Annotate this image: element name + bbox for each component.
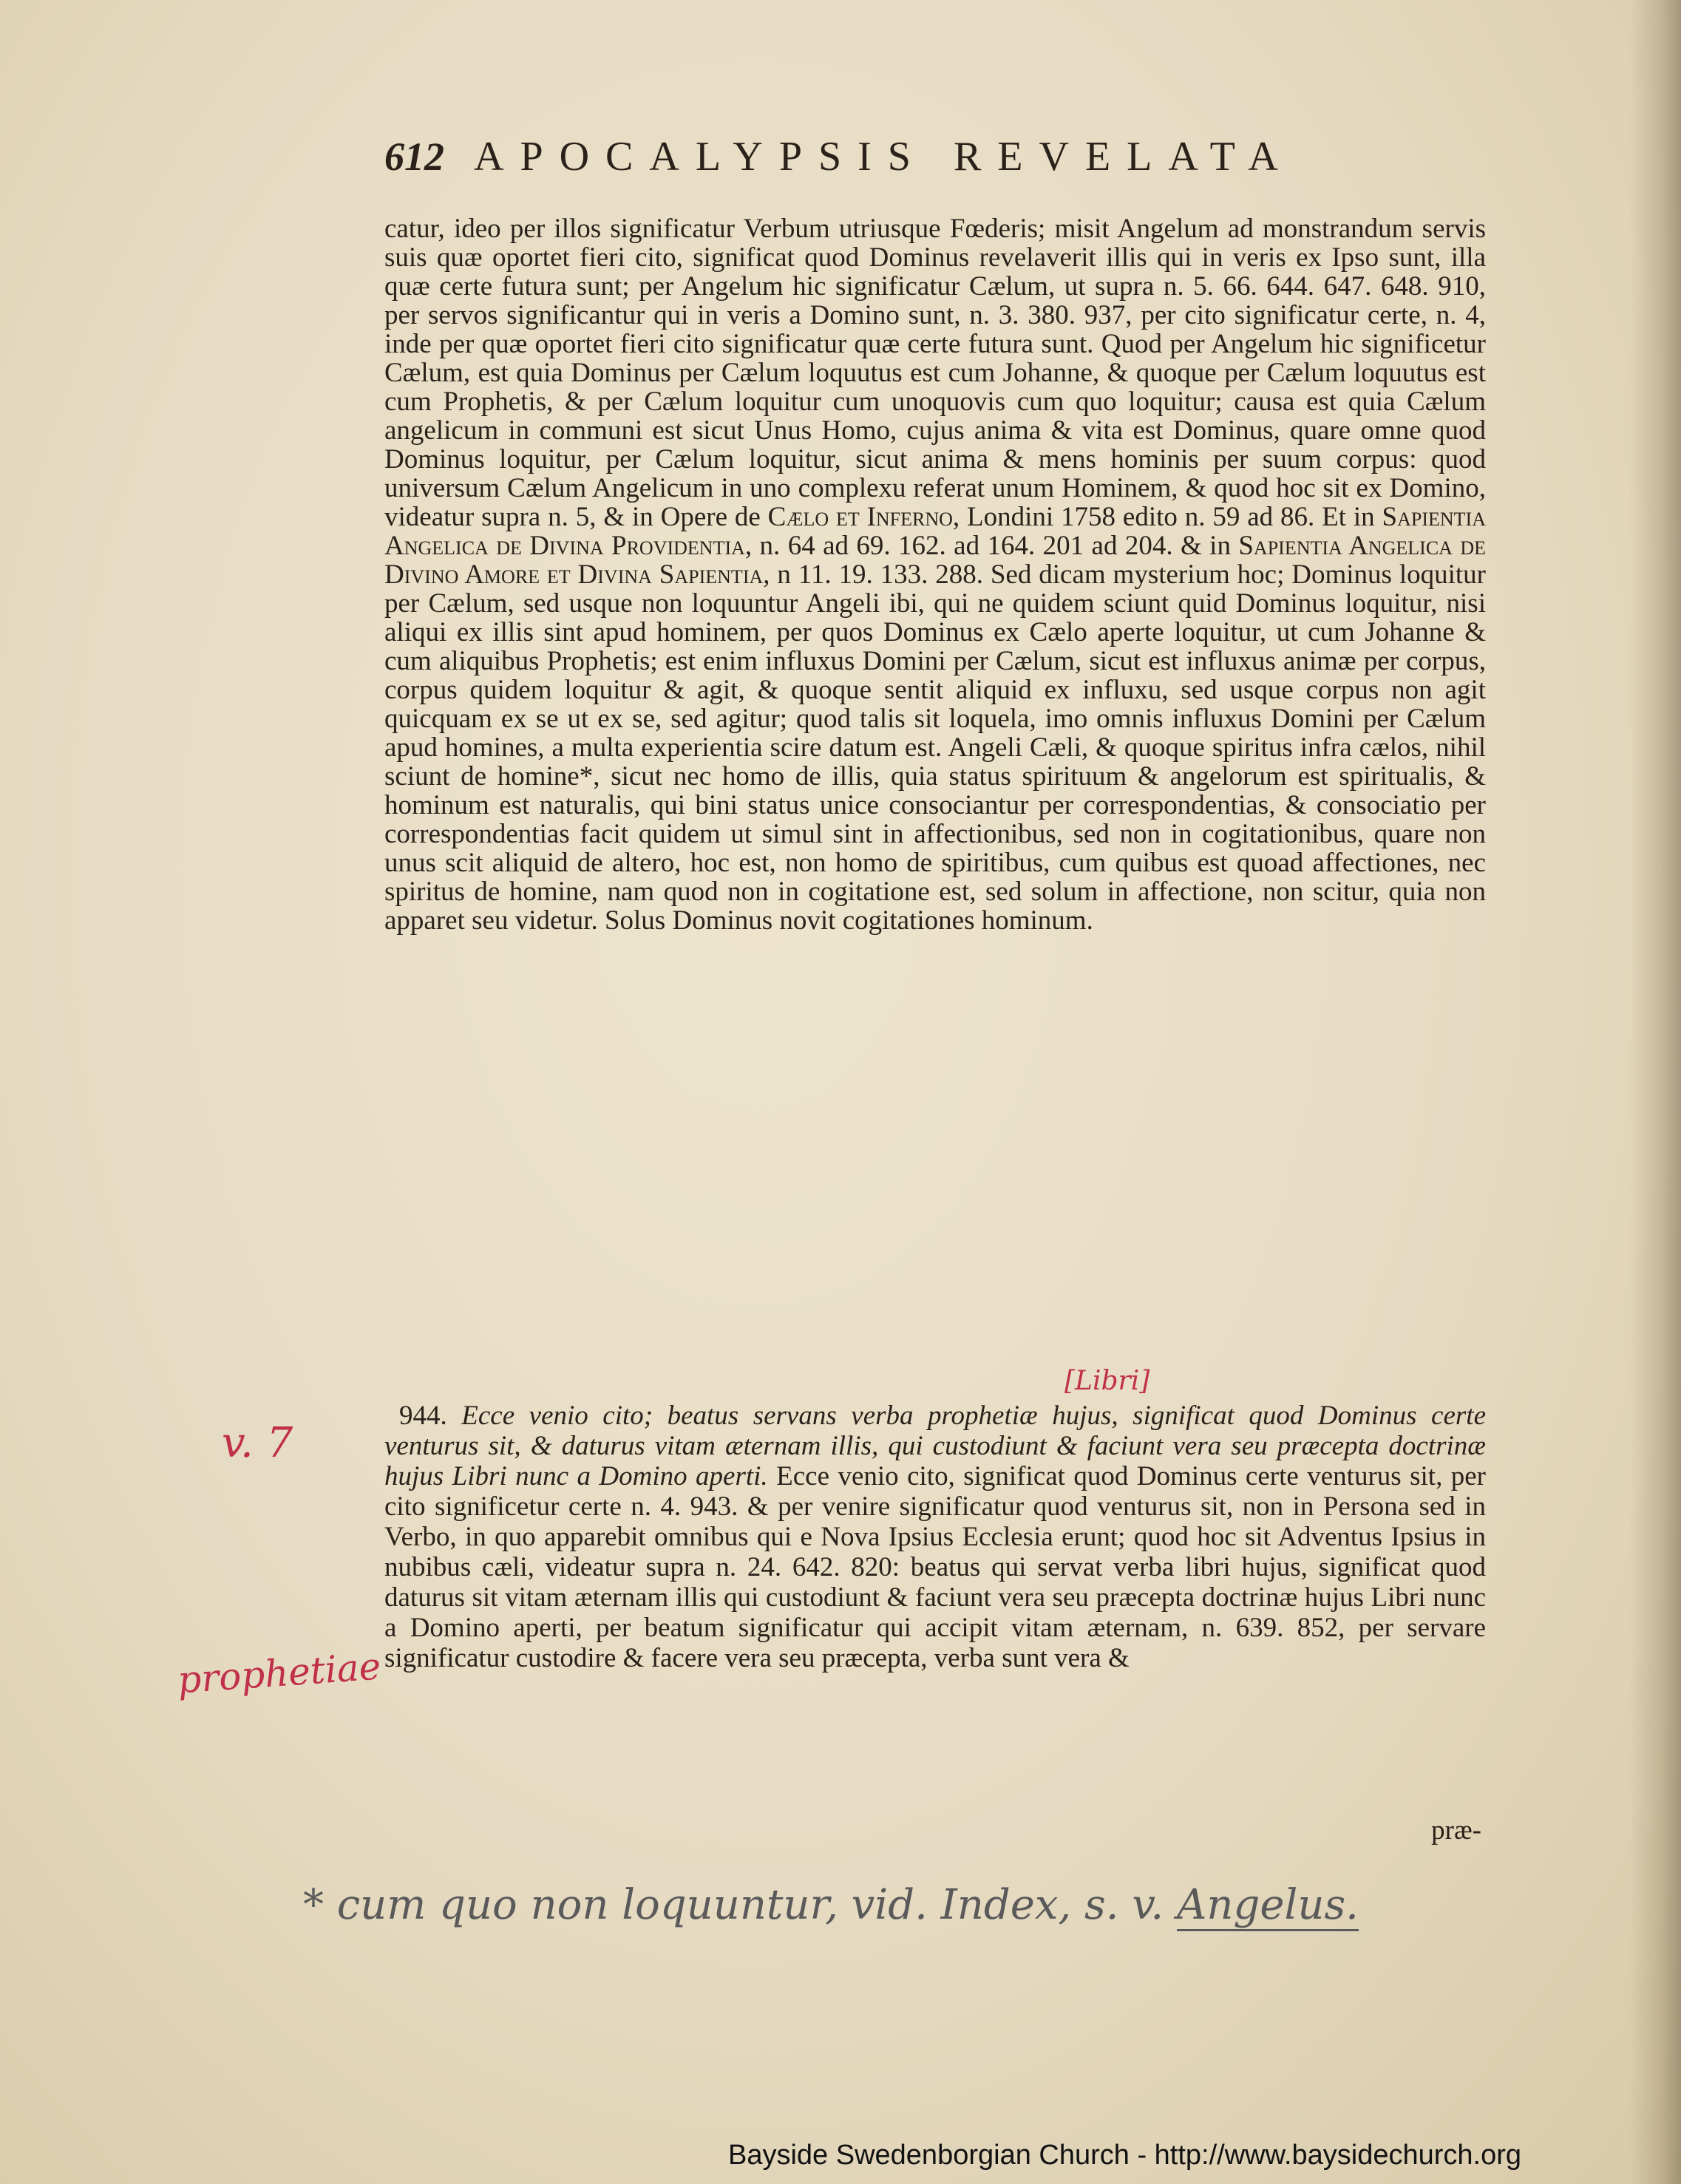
small-caps-title: Sapientia Angelica de Divina Providentia [384, 502, 1486, 561]
pencil-footnote-text: * cum quo non loquuntur, vid. Index, s. v. [303, 1881, 1177, 1929]
page-number: 612 [384, 135, 444, 179]
text-segment: , n 11. 19. 133. 288. Sed dicam mysterium hoc; Dominus loquitur per Cælum, sed usque non loquuntur Angeli ibi, qui ne quidem sciunt quid Dominus loquitur, nisi aliqui ex illis sint apud hominem, per quos Dominus ex Cælo aperte loquitur, ut cum Johanne & cum aliquibus Prophetis; est enim influxus Domini per Cælum, sicut est influxus animæ per corpus, corpus quidem loquitur & agit, & quoque sentit aliquid ex influxu, sed usque corpus non agit quicquam ex se ut ex se, sed agitur; quod talis sit loquela, imo omnis influxus Domini per Cælum apud homines, a multa experientia scire datum est. Angeli Cæli, & quoque spiritus infra cælos, nihil sciunt de homine*, sicut nec homo de illis, quia status spirituum & angelorum est spiritualis, & hominum est naturalis, qui bini status unice consociantur per correspondentias, & consociatio per correspondentias facit quidem ut simul sint in affectionibus, sed non in cogitationibus, quare non unus scit aliquid de altero, hoc est, non homo de spiritibus, cum quibus est quoad affectiones, nec spiritus de homine, nam quod non in cogitatione est, sed solum in affectione, non scitur, quia non apparet seu videtur. Solus Dominus novit cogitationes hominum. [384, 559, 1486, 936]
running-title: APOCALYPSIS REVELATA [474, 134, 1294, 180]
catchword: præ- [1431, 1815, 1481, 1845]
paragraph-number: 944. [399, 1401, 447, 1431]
paragraph-944 [384, 1401, 1486, 1814]
paragraph-continuation [384, 214, 1486, 935]
footer-credit: Bayside Swedenborgian Church - http://www.baysidechurch.org [728, 2140, 1522, 2171]
pencil-footnote-underlined: Angelus. [1177, 1881, 1359, 1931]
main-text-block [384, 214, 1486, 1367]
paragraph-body: Ecce venio cito, significat quod Dominus certe venturus sit, per cito significetur certe n. 4. 943. & per venire significatur quod venturus sit, non in Persona sed in Verbo, in quo apparebit omnibus qui e Nova Ipsius Ecclesia erunt; quod hoc sit Adventus Ipsius in nubibus cæli, videatur supra n. 24. 642. 820: beatus qui servat verba libri hujus, significat quod daturus sit vitam æternam illis qui custodiunt & faciunt vera seu præcepta doctrinæ hujus Libri nunc a Domino aperti, per beatum significatur qui accipit vitam æternam, n. 639. 852, per servare significatur custodire & facere vera seu præcepta, verba sunt vera & [384, 1461, 1486, 1673]
pencil-footnote [303, 1881, 1671, 1929]
margin-note-verse: v. 7 [222, 1419, 293, 1467]
small-caps-title: Sapientia Angelica de Divino Amore et Divina Sapientia [384, 531, 1487, 590]
gutter-shadow [1629, 0, 1681, 2184]
paragraph-lead-italic: Ecce venio cito; beatus servans verba prophetiæ hujus, significat quod Dominus certe venturus sit, & daturus vitam æternam illis, qui custodiunt & faciunt vera seu præcepta doctrinæ hujus Libri nunc a Domino aperti. [384, 1401, 1486, 1491]
text-segment: , Londini 1758 edito n. 59 ad 86. Et in [952, 502, 1382, 532]
inline-note-libri: [Libri] [1064, 1366, 1150, 1396]
page-header [384, 133, 1419, 192]
margin-note-prophetiae: prophetiae [176, 1644, 382, 1702]
text-segment: catur, ideo per illos significatur Verbum utriusque Fœderis; misit Angelum ad monstrandum servis suis quæ oportet fieri cito, significat quod Dominus revelaverit illis qui in veris ex Ipso sunt, illa quæ certe futura sunt; per Angelum hic significatur Cælum, ut supra n. 5. 66. 644. 647. 648. 910, per servos significantur qui in veris a Domino sunt, n. 3. 380. 937, per cito significatur certe, n. 4, inde per quæ oportet fieri cito significatur quæ certe futura sunt. Quod per Angelum hic significetur Cælum, est quia Dominus per Cælum loquutus est cum Johanne, & quoque per Cælum loquutus est cum Prophetis, & per Cælum loquitur cum unoquovis cum quo loquitur; causa est quia Cælum angelicum in communi est sicut Unus Homo, cujus anima & vita est Dominus, quare omne quod Dominus loquitur, per Cælum loquitur, sicut anima & mens hominis per suum corpus: quod universum Cælum Angelicum in uno complexu referat unum Hominem, & quod hoc sit ex Domino, videatur supra n. 5, & in Opere de [384, 214, 1486, 532]
small-caps-title: Cælo et Inferno [767, 502, 953, 532]
text-segment: , n. 64 ad 69. 162. ad 164. 201 ad 204. & in [744, 531, 1239, 561]
